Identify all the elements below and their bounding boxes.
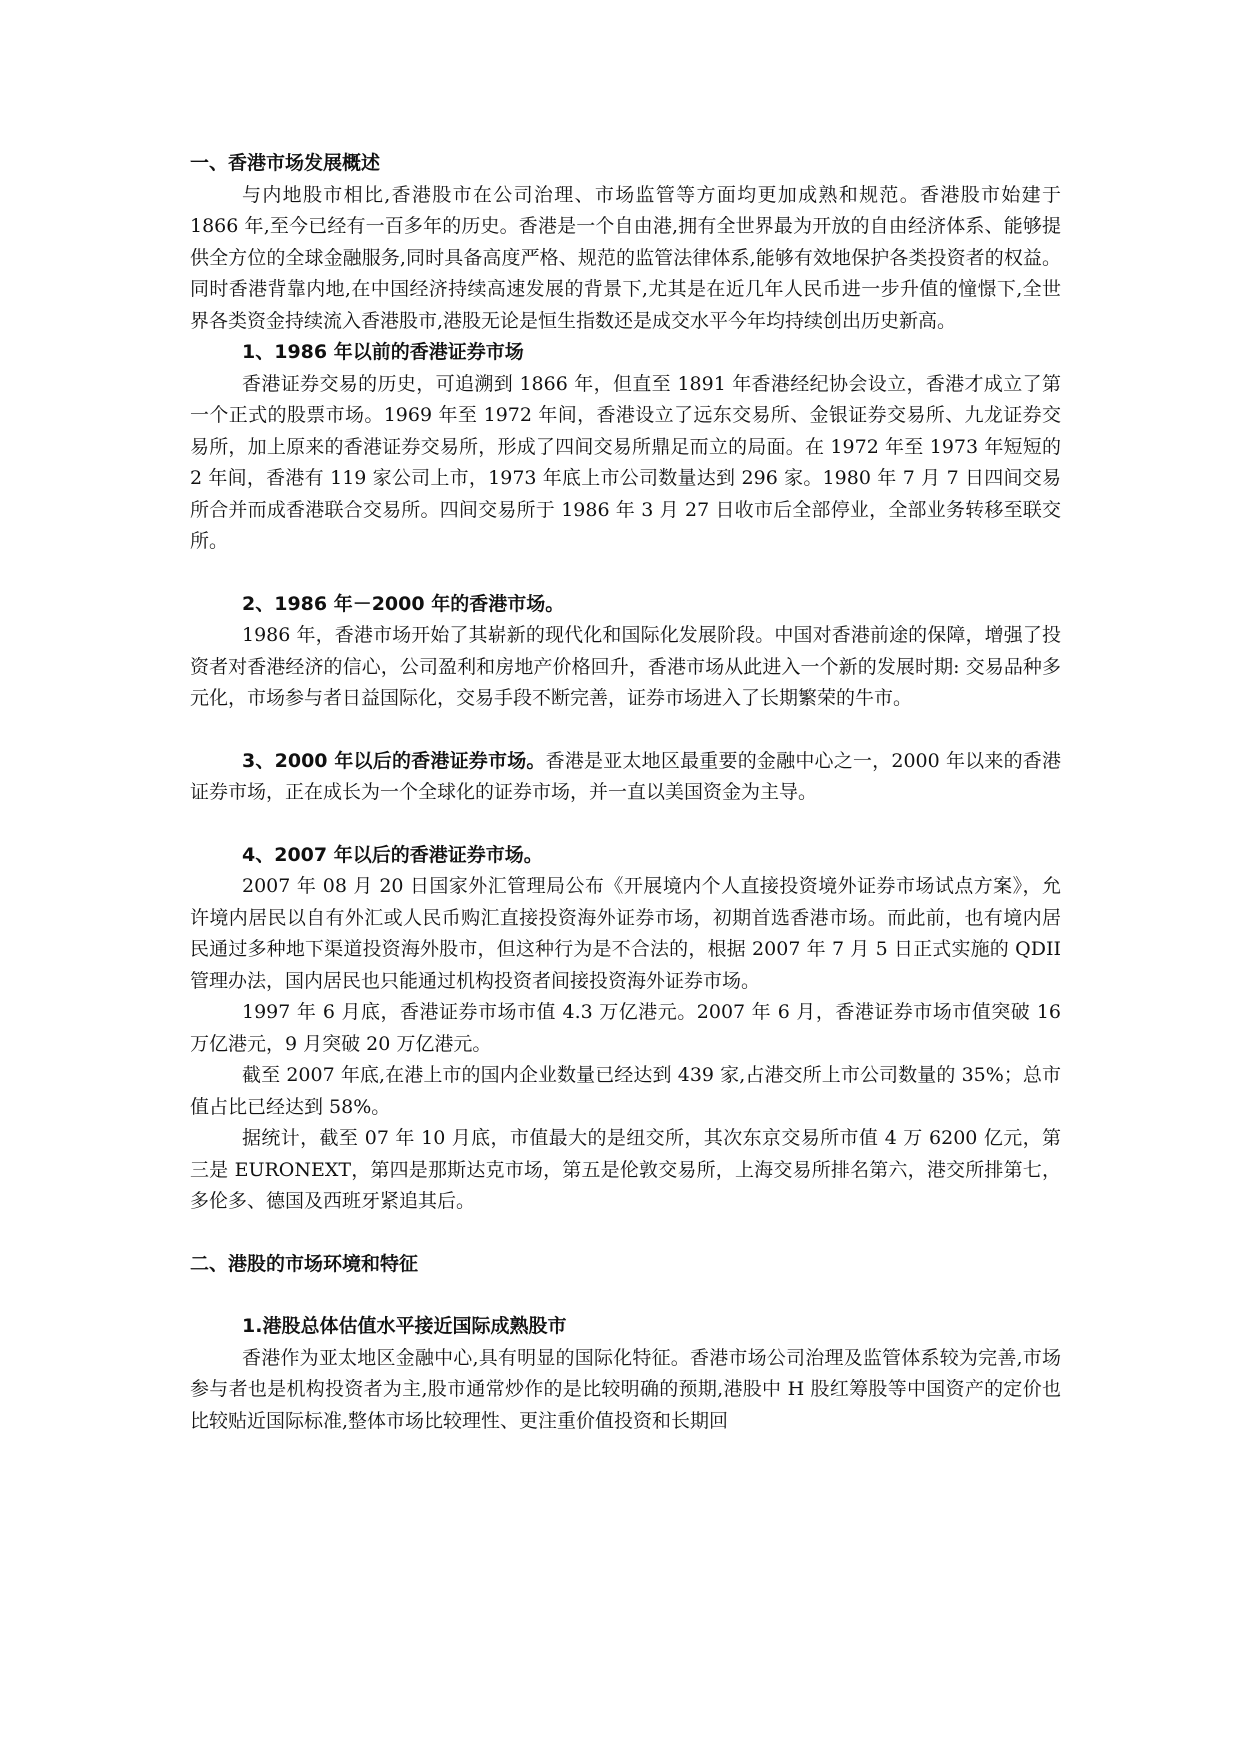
section-1-heading: 一、香港市场发展概述: [190, 152, 381, 174]
subsection-4-heading: 4、2007 年以后的香港证券市场。: [242, 843, 543, 866]
subsection-2-paragraph: 1986 年，香港市场开始了其崭新的现代化和国际化发展阶段。中国对香港前途的保障，增强了投资者对香港经济的信心，公司盈利和房地产价格回升，香港市场从此进入一个新的发展时期: 交易品种多元化，市场参与者日益国际化，交易手段不断完善，证券市场进入了长期繁荣的牛市。: [190, 624, 1061, 709]
subsection-4-paragraph-3: 截至 2007 年底,在港上市的国内企业数量已经达到 439 家,占港交所上市公司数量的 35%；总市值占比已经达到 58%。: [190, 1064, 1061, 1118]
spacer: [190, 1218, 1061, 1249]
subsection-4-paragraph-2: 1997 年 6 月底，香港证券市场市值 4.3 万亿港元。2007 年 6 月，香港证券市场市值突破 16 万亿港元，9 月突破 20 万亿港元。: [190, 1001, 1061, 1055]
spacer: [190, 1280, 1061, 1311]
subsection-3-paragraph: [190, 746, 1061, 809]
spacer: [190, 809, 1061, 840]
subsection-2-1-paragraph: 香港作为亚太地区金融中心,具有明显的国际化特征。香港市场公司治理及监管体系较为完善,市场参与者也是机构投资者为主,股市通常炒作的是比较明确的预期,港股中 H 股红筹股等中国资产的定价也比较贴近国际标准,整体市场比较理性、更注重价值投资和长期回: [190, 1346, 1061, 1432]
spacer: [190, 558, 1061, 589]
subsection-3-text: 香港是亚太地区最重要的金融中心之一，2000 年以来的香港证券市场，正在成长为一个全球化的证券市场，并一直以美国资金为主导。: [190, 749, 1061, 803]
subsection-2-heading: 2、1986 年－2000 年的香港市场。: [242, 592, 565, 615]
section-1-paragraph: 与内地股市相比,香港股市在公司治理、市场监管等方面均更加成熟和规范。香港股市始建于 1866 年,至今已经有一百多年的历史。香港是一个自由港,拥有全世界最为开放的自由经济体系、能够提供全方位的全球金融服务,同时具备高度严格、规范的监管法律体系,能够有效地保护各类投资者的权益。同时香港背靠内地,在中国经济持续高速发展的背景下,尤其是在近几年人民币进一步升值的憧憬下,全世界各类资金持续流入香港股市,港股无论是恒生指数还是成交水平今年均持续创出历史新高。: [190, 183, 1061, 332]
subsection-1-heading: 1、1986 年以前的香港证券市场: [242, 341, 524, 363]
subsection-1-paragraph: 香港证券交易的历史，可追溯到 1866 年，但直至 1891 年香港经纪协会设立，香港才成立了第一个正式的股票市场。1969 年至 1972 年间，香港设立了远东交易所、金银证券交易所、九龙证券交易所，加上原来的香港证券交易所，形成了四间交易所鼎足而立的局面。在 1972 年至 1973 年短短的 2 年间，香港有 119 家公司上市，1973 年底上市公司数量达到 296 家。1980 年 7 月 7 日四间交易所合并而成香港联合交易所。四间交易所于 1986 年 3 月 27 日收市后全部停业，全部业务转移至联交所。: [190, 372, 1061, 552]
section-2-heading: 二、港股的市场环境和特征: [190, 1252, 419, 1275]
subsection-2-1-heading: 1.港股总体估值水平接近国际成熟股市: [242, 1315, 567, 1337]
subsection-3-heading: 3、2000 年以后的香港证券市场。: [242, 749, 546, 772]
subsection-4-paragraph-4: 据统计，截至 07 年 10 月底，市值最大的是纽交所，其次东京交易所市值 4 万 6200 亿元，第三是 EURONEXT，第四是那斯达克市场，第五是伦敦交易所，上海交易所排名第六，港交所排第七，多伦多、德国及西班牙紧追其后。: [190, 1127, 1061, 1212]
spacer: [190, 715, 1061, 746]
subsection-4-paragraph-1: 2007 年 08 月 20 日国家外汇管理局公布《开展境内个人直接投资境外证券市场试点方案》，允许境内居民以自有外汇或人民币购汇直接投资海外证券市场，初期首选香港市场。而此前，也有境内居民通过多种地下渠道投资海外股市，但这种行为是不合法的，根据 2007 年 7 月 5 日正式实施的 QDII 管理办法，国内居民也只能通过机构投资者间接投资海外证券市场。: [190, 875, 1061, 992]
